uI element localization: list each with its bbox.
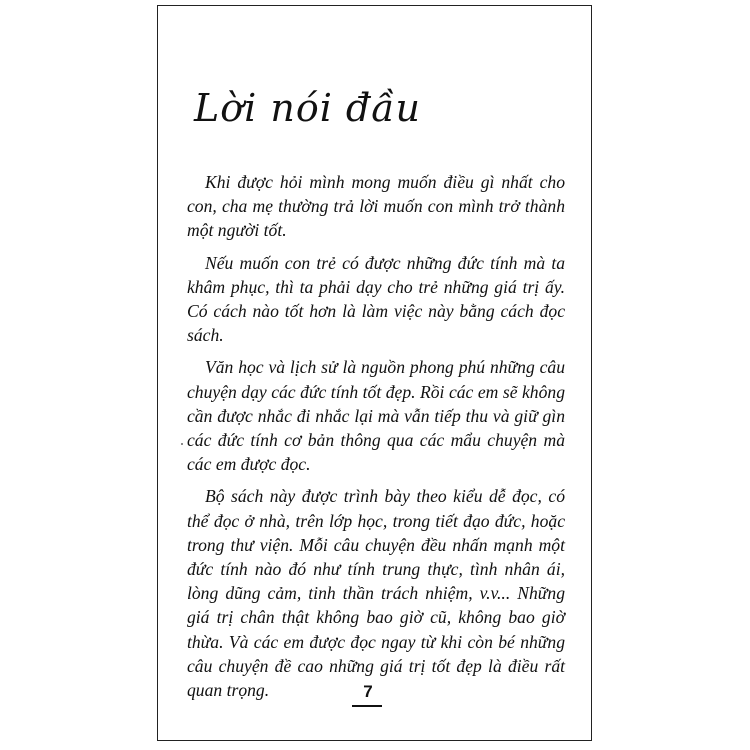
paragraph-4: Bộ sách này được trình bày theo kiểu dễ đọc, có thể đọc ở nhà, trên lớp học, trong tiết đạo đức, hoặc trong thư viện. Mỗi câu chuyện đều nhấn mạnh một đức tính nào đó như tính trung thực, tình nhân ái, lòng dũng cảm, tinh thần trách nhiệm, v.v... Những giá trị chân thật không bao giờ cũ, không bao giờ thừa. Và các em được đọc ngay từ khi còn bé những câu chuyện đề cao những giá trị tốt đẹp là điều rất quan trọng. xyxy=(187,486,565,701)
print-speck xyxy=(181,443,183,445)
page-number-underline xyxy=(352,705,382,707)
paragraph-2: Nếu muốn con trẻ có được những đức tính mà ta khâm phục, thì ta phải dạy cho trẻ những giá trị ấy. Có cách nào tốt hơn là làm việc này bằng cách đọc sách. xyxy=(187,252,565,346)
preface-body xyxy=(187,170,565,710)
paragraph-1: Khi được hỏi mình mong muốn điều gì nhất cho con, cha mẹ thường trả lời muốn con mình trở thành một người tốt. xyxy=(187,172,565,241)
paragraph-3: Văn học và lịch sử là nguồn phong phú những câu chuyện dạy các đức tính tốt đẹp. Rồi các em sẽ không cần được nhắc đi nhắc lại mà vẫn tiếp thu và giữ gìn các đức tính cơ bản thông qua các mẩu chuyện mà các em được đọc. xyxy=(187,357,565,475)
page-number: 7 xyxy=(363,682,373,701)
book-page xyxy=(157,5,592,741)
page-title: Lời nói đầu xyxy=(194,86,422,130)
